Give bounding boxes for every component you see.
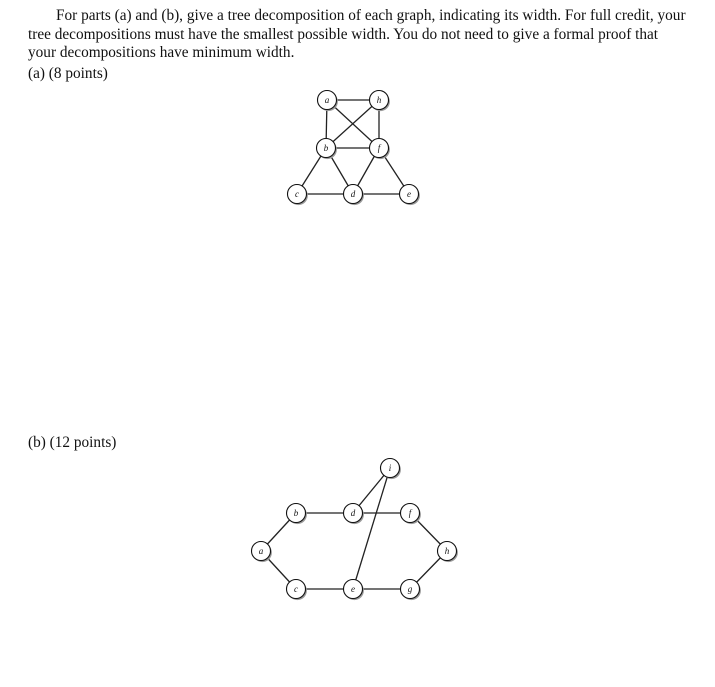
part-b-label: (b) (12 points) [28,434,117,451]
graph-a-node-label-d: d [350,189,356,199]
graph-a-node-a [318,91,338,112]
graph-b-node-c [287,580,307,601]
part-a-label: (a) (8 points) [28,65,108,82]
graph-b-node-d [344,504,364,525]
graph-b-node-label-i: i [388,463,392,473]
graph-b-node-e [344,580,364,601]
problem-intro: For parts (a) and (b), give a tree decomposition of each graph, indicating its width. For full credit, your tree decompositions must have the smallest possible width. You do not need to give a formal proof that your decompositions have minimum width. [28,7,686,61]
graph-b-node-label-g: g [407,584,413,594]
graph-b-node-label-f: f [408,508,412,518]
graph-a-node-label-h: h [376,95,382,105]
graph-a-node-label-a: a [324,95,330,105]
graph-b-node-label-b: b [293,508,299,518]
graph-a-node-d [344,185,364,206]
graph-a-node-label-c: c [295,189,299,199]
graph-a-node-label-e: e [407,189,411,199]
graph-b-node-label-d: d [350,508,356,518]
graph-b-node-label-h: h [444,546,450,556]
graph-b-node-b [287,504,307,525]
graph-b-edge-i-e [350,468,390,589]
graph-b-node-label-a: a [258,546,264,556]
graph-a-node-label-f: f [377,143,381,153]
graph-a-node-h [370,91,390,112]
graph-a [280,82,430,212]
graph-b-node-g [401,580,421,601]
graph-b [243,452,463,602]
graph-b-node-label-e: e [351,584,355,594]
graph-b-node-a [252,542,272,563]
graph-a-node-c [288,185,308,206]
graph-b-node-f [401,504,421,525]
graph-a-node-f [370,139,390,160]
graph-b-node-h [438,542,458,563]
graph-a-node-label-b: b [323,143,329,153]
graph-a-node-e [400,185,420,206]
graph-b-node-label-c: c [294,584,298,594]
